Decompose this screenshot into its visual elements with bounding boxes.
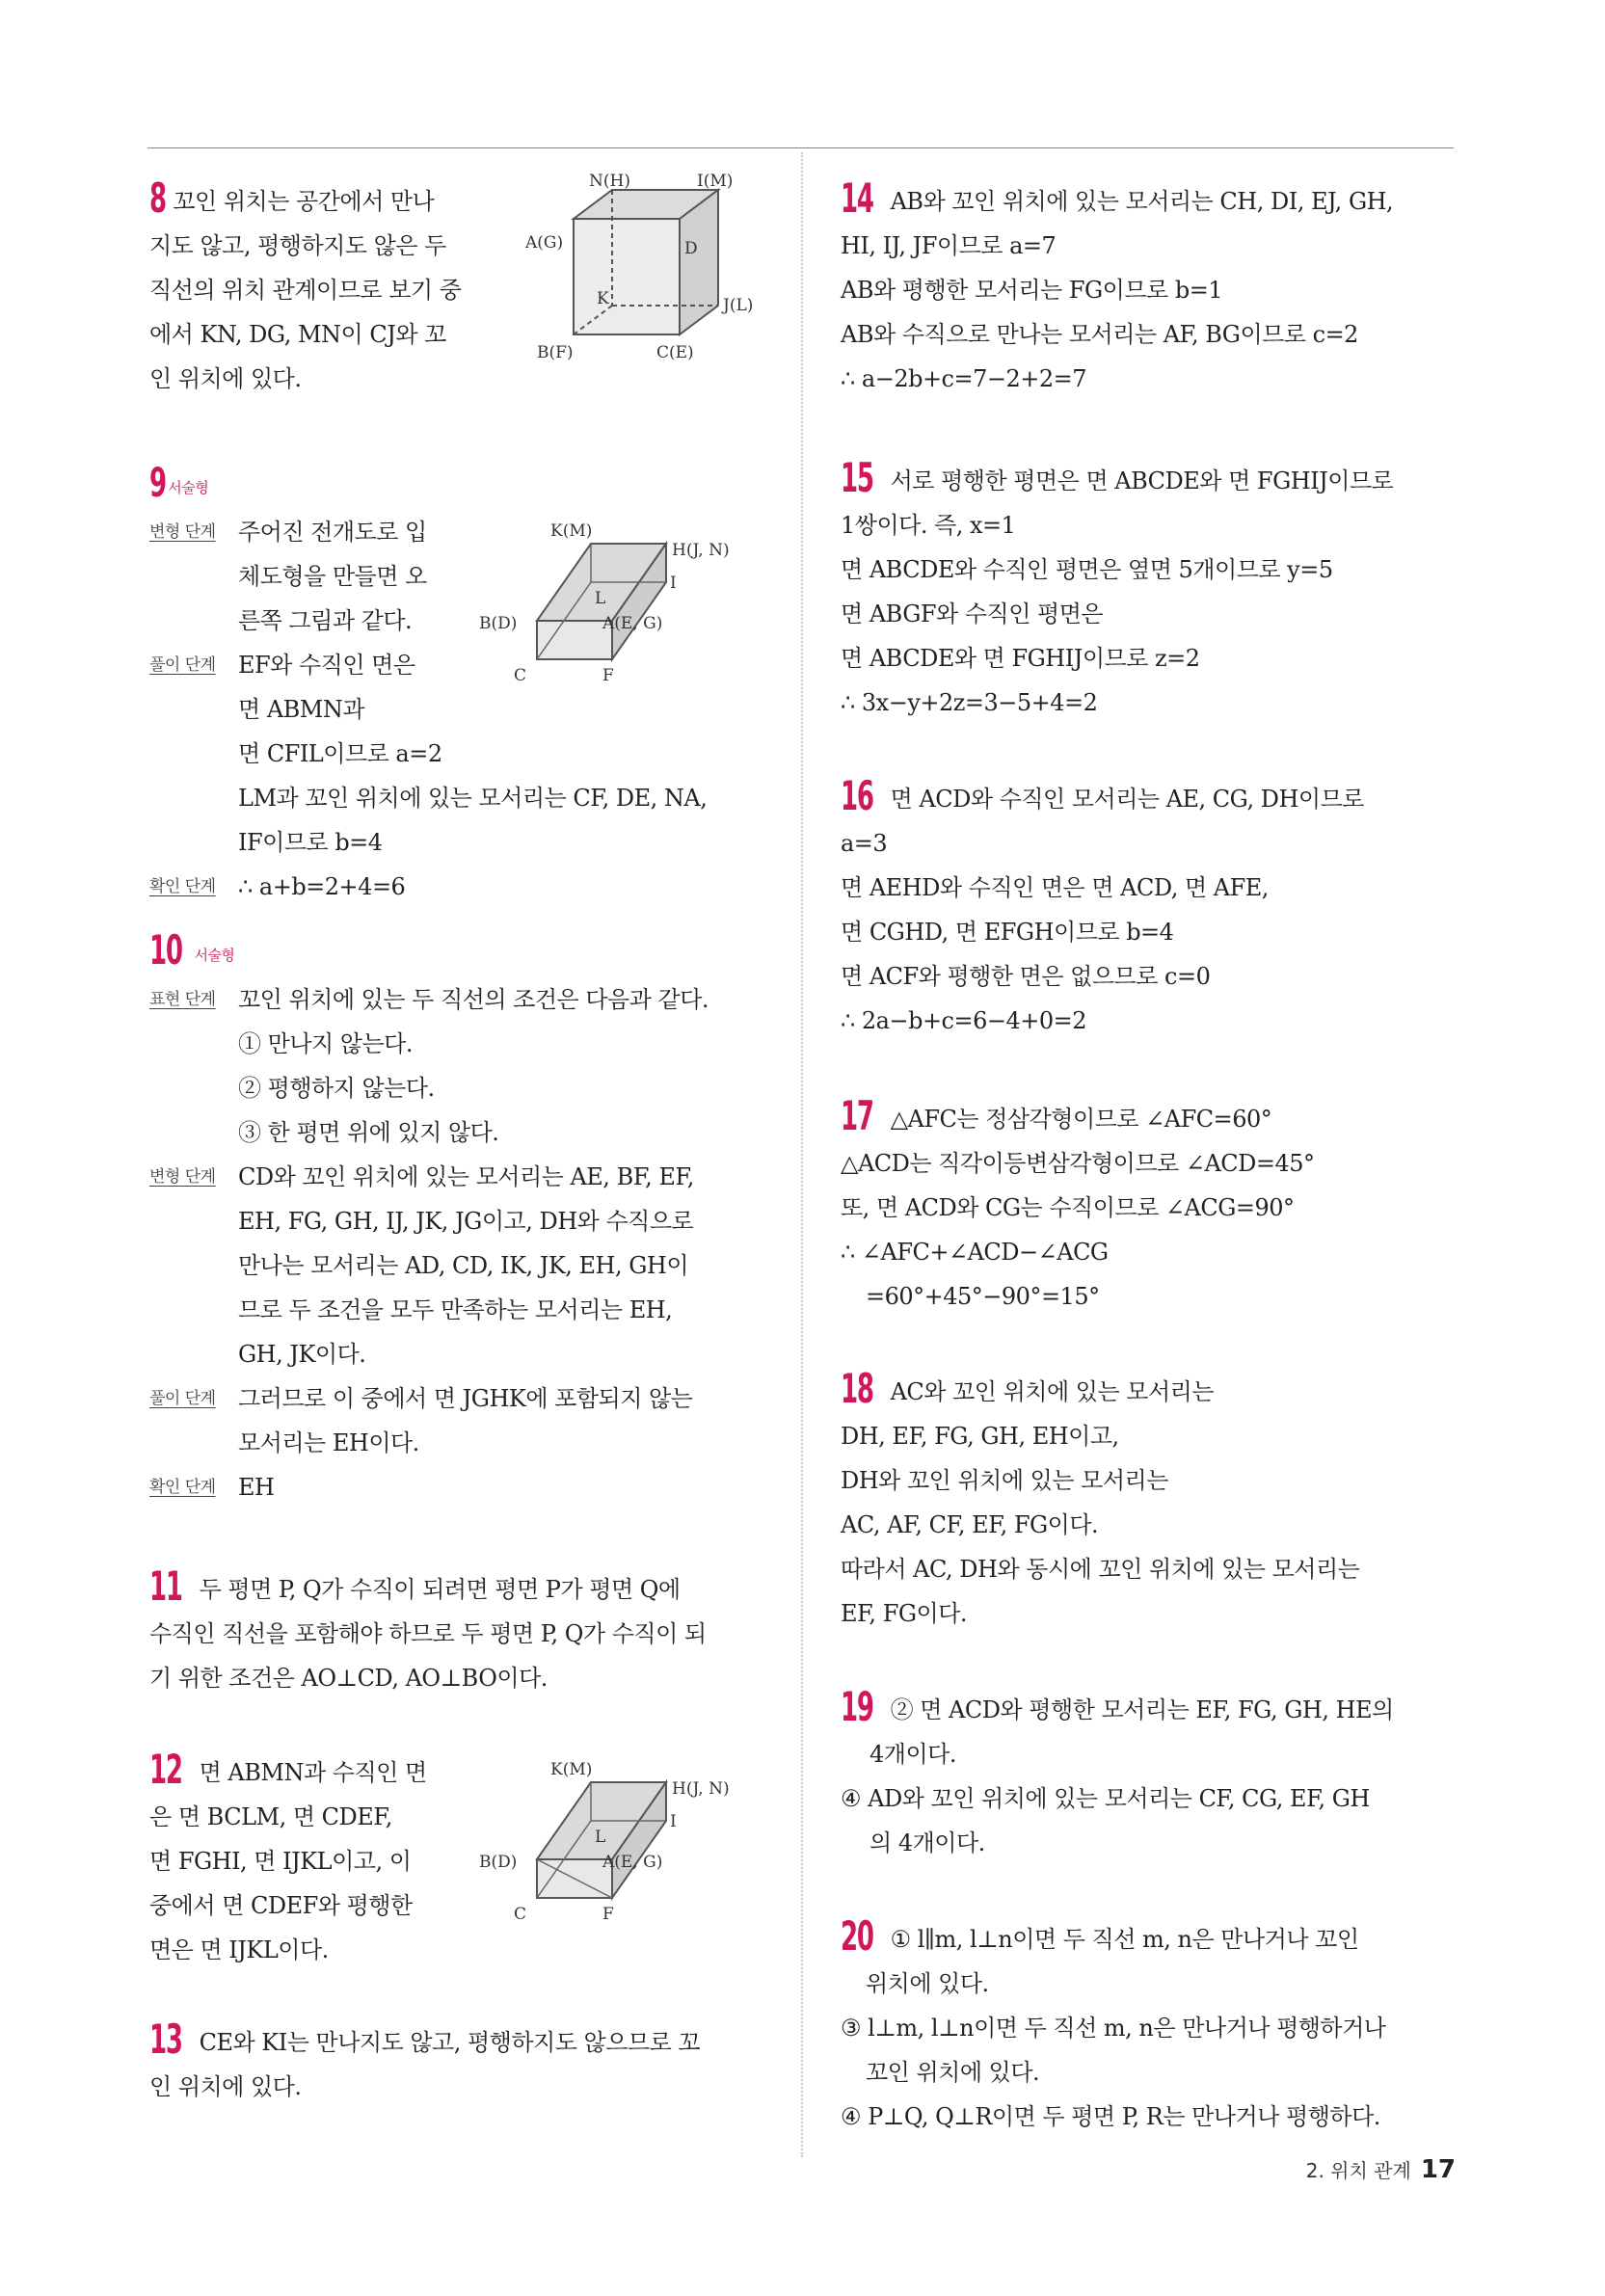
vertex-label: N(H) — [589, 173, 630, 191]
problem-8 — [149, 173, 766, 463]
text-line: 른쪽 그림과 같다. — [238, 607, 413, 634]
step-label: 확인 단계 — [149, 1478, 216, 1497]
problem-number: 12 — [149, 1746, 182, 1793]
text-line: 면 ABMN과 수직인 면 — [199, 1759, 427, 1786]
step-label: 풀이 단계 — [149, 655, 216, 675]
vertex-label: A(E, G) — [602, 614, 663, 633]
text-line: ③ 한 평면 위에 있지 않다. — [238, 1119, 499, 1146]
vertex-label: B(D) — [479, 614, 518, 633]
text-line: 직선의 위치 관계이므로 보기 중 — [149, 277, 462, 304]
problem-number: 9 — [149, 459, 166, 506]
text-line: 꼬인 위치는 공간에서 만나 — [173, 188, 435, 215]
text-line: 므로 두 조건을 모두 만족하는 모서리는 EH, — [238, 1296, 673, 1323]
text-line: ② 면 ACD와 평행한 모서리는 EF, FG, GH, HE의 — [890, 1696, 1394, 1723]
text-line: GH, JK이다. — [238, 1341, 366, 1368]
text-line: EH — [238, 1474, 275, 1501]
text-line: 면 ABCDE와 면 FGHIJ이므로 z=2 — [841, 645, 1200, 672]
problem-number: 10 — [149, 926, 182, 974]
text-line: 체도형을 만들면 오 — [238, 563, 427, 590]
text-line: EH, FG, GH, IJ, JK, JG이고, DH와 수직으로 — [238, 1208, 694, 1235]
vertex-label: H(J, N) — [672, 1779, 730, 1799]
vertex-label: K — [597, 289, 609, 308]
text-line: 위치에 있다. — [866, 1970, 989, 1997]
text-line: 의 4개이다. — [869, 1829, 985, 1856]
text-line: DH와 꼬인 위치에 있는 모서리는 — [841, 1467, 1168, 1494]
problem-15 — [841, 454, 1458, 776]
text-line: 면 ACF와 평행한 면은 없으므로 c=0 — [841, 963, 1211, 990]
problem-12 — [149, 1746, 766, 2019]
text-line: 꼬인 위치에 있다. — [866, 2059, 1040, 2086]
vertex-label: I — [670, 574, 677, 593]
text-line: IF이므로 b=4 — [238, 829, 383, 856]
vertex-label: L — [595, 589, 606, 608]
prism-figure — [477, 1755, 766, 1952]
step-row — [149, 1155, 766, 1199]
text-line: 따라서 AC, DH와 동시에 꼬인 위치에 있는 모서리는 — [841, 1556, 1360, 1583]
text-line: ① 만나지 않는다. — [238, 1030, 413, 1057]
vertex-label: H(J, N) — [672, 541, 730, 560]
prism-figure — [477, 517, 766, 713]
vertex-label: K(M) — [550, 1760, 593, 1779]
text-line: 만나는 모서리는 AD, CD, IK, JK, EH, GH이 — [238, 1252, 688, 1279]
text-line: 면 ACD와 수직인 모서리는 AE, CG, DH이므로 — [890, 786, 1364, 813]
problem-13 — [149, 2016, 766, 2109]
right-column — [841, 174, 1458, 2139]
chapter-title: 2. 위치 관계 — [1305, 2159, 1411, 2182]
problem-number: 14 — [841, 174, 873, 222]
problem-16 — [841, 772, 1458, 1096]
step-row — [149, 865, 766, 909]
text-line: AB와 꼬인 위치에 있는 모서리는 CH, DI, EJ, GH, — [890, 188, 1394, 215]
text-line: ③ l⊥m, l⊥n이면 두 직선 m, n은 만나거나 평행하거나 — [841, 2015, 1386, 2042]
vertex-label: I(M) — [697, 173, 734, 191]
page-footer — [1306, 2155, 1456, 2184]
cube-figure — [525, 173, 766, 369]
vertex-label: C — [514, 666, 527, 685]
text-line: AB와 평행한 모서리는 FG이므로 b=1 — [841, 277, 1223, 304]
text-line: △AFC는 정삼각형이므로 ∠AFC=60° — [890, 1106, 1272, 1133]
problem-number: 16 — [841, 772, 873, 819]
text-line: 면 FGHI, 면 IJKL이고, 이 — [149, 1848, 412, 1875]
text-line: =60°+45°−90°=15° — [866, 1283, 1100, 1310]
text-line: 면 AEHD와 수직인 면은 면 ACD, 면 AFE, — [841, 874, 1269, 901]
text-line: 기 위한 조건은 AO⊥CD, AO⊥BO이다. — [149, 1665, 548, 1692]
problem-number: 18 — [841, 1365, 873, 1412]
vertex-label: L — [595, 1828, 606, 1847]
left-column — [149, 173, 766, 2109]
problem-number: 11 — [149, 1562, 182, 1610]
step-row — [149, 1376, 766, 1421]
text-line: 면 ABGF와 수직인 평면은 — [841, 601, 1104, 627]
step-row — [149, 977, 766, 1022]
vertex-label: C — [514, 1905, 527, 1924]
text-line: 면 CFIL이므로 a=2 — [238, 740, 442, 767]
text-line: 인 위치에 있다. — [149, 2073, 302, 2100]
text-line: 인 위치에 있다. — [149, 365, 302, 392]
text-line: ∴ a+b=2+4=6 — [238, 873, 406, 900]
problem-14 — [841, 174, 1458, 458]
vertex-label: I — [670, 1812, 677, 1831]
step-row — [149, 1465, 766, 1509]
problem-9 — [149, 459, 766, 930]
problem-11 — [149, 1562, 766, 1749]
vertex-label: A(G) — [525, 233, 564, 253]
text-line: △ACD는 직각이등변삼각형이므로 ∠ACD=45° — [841, 1150, 1315, 1177]
text-line: 은 면 BCLM, 면 CDEF, — [149, 1803, 392, 1830]
text-line: 에서 KN, DG, MN이 CJ와 꼬 — [149, 321, 446, 348]
problem-number: 17 — [841, 1092, 873, 1139]
vertex-label: C(E) — [656, 343, 694, 362]
text-line: 중에서 면 CDEF와 평행한 — [149, 1892, 413, 1919]
text-line: 꼬인 위치에 있는 두 직선의 조건은 다음과 같다. — [238, 986, 709, 1013]
text-line: DH, EF, FG, GH, EH이고, — [841, 1423, 1119, 1450]
text-line: 주어진 전개도로 입 — [238, 519, 427, 546]
step-label: 변형 단계 — [149, 1167, 216, 1187]
text-line: 수직인 직선을 포함해야 하므로 두 평면 P, Q가 수직이 되 — [149, 1620, 707, 1647]
problem-17 — [841, 1092, 1458, 1369]
essay-tag: 서술형 — [194, 947, 235, 964]
text-line: AB와 수직으로 만나는 모서리는 AF, BG이므로 c=2 — [841, 321, 1358, 348]
text-line: 서로 평행한 평면은 면 ABCDE와 면 FGHIJ이므로 — [890, 467, 1394, 494]
text-line: ④ P⊥Q, Q⊥R이면 두 평면 P, R는 만나거나 평행하다. — [841, 2103, 1380, 2130]
vertex-label: F — [602, 666, 614, 685]
text-line: EF와 수직인 면은 — [238, 652, 415, 679]
text-line: AC, AF, CF, EF, FG이다. — [841, 1511, 1099, 1538]
text-line: 4개이다. — [869, 1741, 956, 1768]
page-number: 17 — [1420, 2155, 1456, 2184]
problem-19 — [841, 1683, 1458, 1916]
vertex-label: B(D) — [479, 1853, 518, 1872]
problem-20 — [841, 1912, 1458, 2139]
problem-number: 13 — [149, 2016, 182, 2063]
step-label: 풀이 단계 — [149, 1389, 216, 1408]
text-line: ④ AD와 꼬인 위치에 있는 모서리는 CF, CG, EF, GH — [841, 1785, 1370, 1812]
text-line: ∴ ∠AFC+∠ACD−∠ACG — [841, 1239, 1109, 1266]
step-label: 확인 단계 — [149, 877, 216, 896]
text-line: ∴ a−2b+c=7−2+2=7 — [841, 365, 1087, 392]
text-line: 면 CGHD, 면 EFGH이므로 b=4 — [841, 919, 1174, 946]
text-line: 두 평면 P, Q가 수직이 되려면 평면 P가 평면 Q에 — [199, 1576, 681, 1603]
vertex-label: F — [602, 1905, 614, 1924]
step-label: 표현 단계 — [149, 990, 216, 1009]
header-rule — [147, 147, 1454, 148]
problem-number: 19 — [841, 1683, 873, 1730]
text-line: ② 평행하지 않는다. — [238, 1075, 435, 1102]
vertex-label: A(E, G) — [602, 1853, 663, 1872]
problem-10 — [149, 926, 766, 1566]
text-line: HI, IJ, JF이므로 a=7 — [841, 232, 1057, 259]
text-line: 모서리는 EH이다. — [238, 1429, 419, 1456]
text-line: 면 ABCDE와 수직인 평면은 옆면 5개이므로 y=5 — [841, 556, 1333, 583]
text-line: a=3 — [841, 830, 888, 857]
text-line: CE와 KI는 만나지도 않고, 평행하지도 않으므로 꼬 — [199, 2029, 701, 2056]
text-line: 또, 면 ACD와 CG는 수직이므로 ∠ACG=90° — [841, 1194, 1295, 1221]
vertex-label: J(L) — [723, 296, 754, 315]
problem-number: 8 — [149, 174, 166, 222]
text-line: 면은 면 IJKL이다. — [149, 1936, 329, 1963]
column-divider — [801, 152, 803, 2157]
problem-number: 15 — [841, 454, 873, 501]
vertex-label: K(M) — [550, 521, 593, 541]
text-line: ∴ 3x−y+2z=3−5+4=2 — [841, 689, 1098, 716]
problem-number: 20 — [841, 1912, 873, 1960]
text-line: 1쌍이다. 즉, x=1 — [841, 512, 1016, 539]
text-line: EF, FG이다. — [841, 1600, 968, 1627]
text-line: ① l∥m, l⊥n이면 두 직선 m, n은 만나거나 꼬인 — [890, 1926, 1359, 1953]
step-label: 변형 단계 — [149, 522, 216, 542]
problem-18 — [841, 1365, 1458, 1687]
vertex-label: B(F) — [537, 343, 574, 362]
text-line: 면 ABMN과 — [238, 696, 365, 723]
vertex-label: D — [684, 239, 698, 258]
essay-tag: 서술형 — [168, 479, 209, 496]
text-line: CD와 꼬인 위치에 있는 모서리는 AE, BF, EF, — [238, 1163, 694, 1190]
text-line: ∴ 2a−b+c=6−4+0=2 — [841, 1007, 1087, 1034]
text-line: 지도 않고, 평행하지도 않은 두 — [149, 232, 446, 259]
text-line: 그러므로 이 중에서 면 JGHK에 포함되지 않는 — [238, 1385, 693, 1412]
text-line: AC와 꼬인 위치에 있는 모서리는 — [890, 1378, 1215, 1405]
text-line: LM과 꼬인 위치에 있는 모서리는 CF, DE, NA, — [238, 785, 708, 812]
